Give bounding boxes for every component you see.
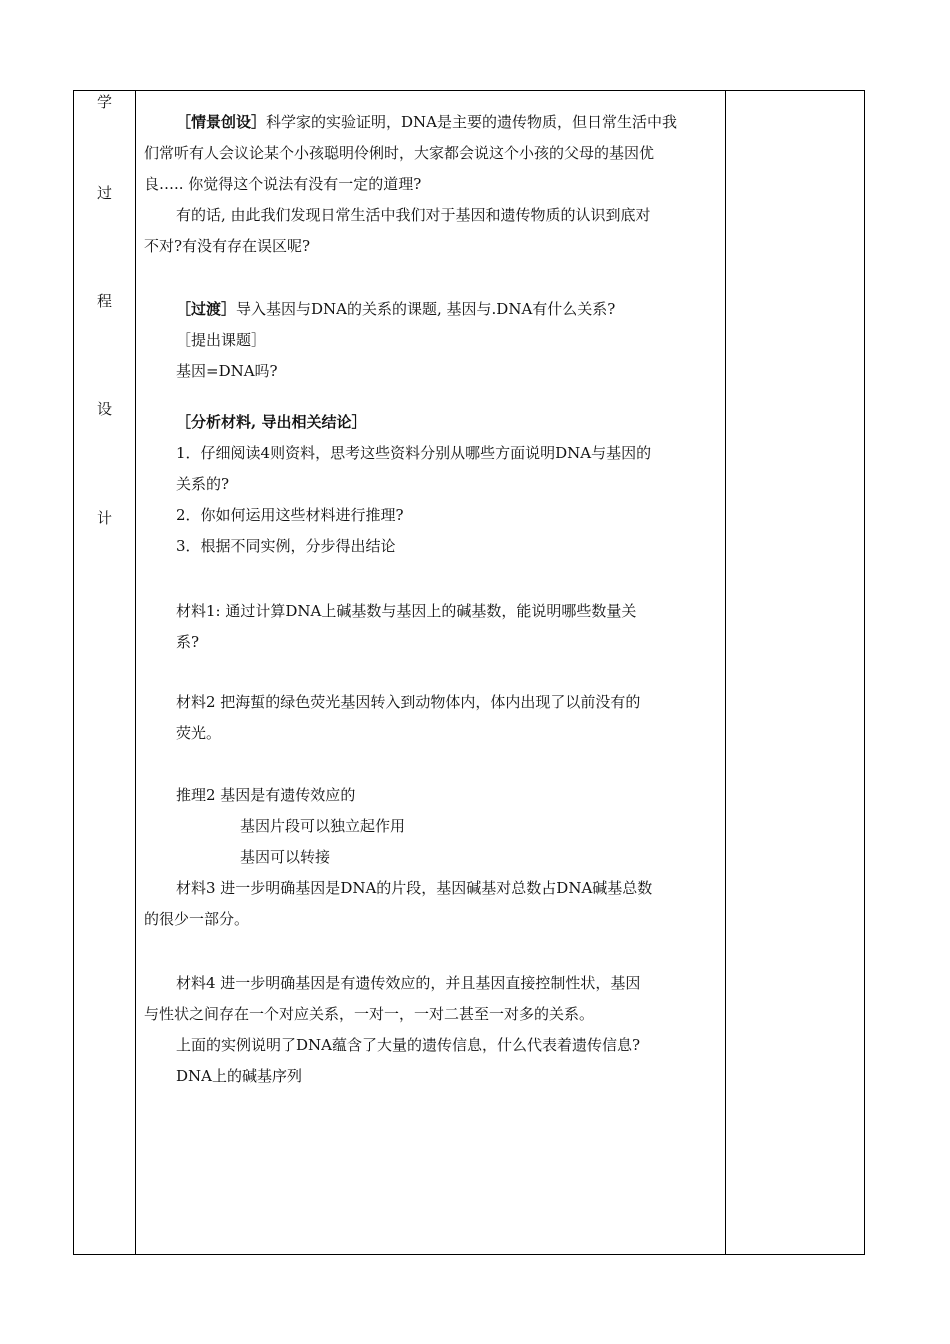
section-tag: ［分析材料, 导出相关结论］ <box>176 413 367 431</box>
paragraph-line: 材料4 进一步明确基因是有遗传效应的，并且基因直接控制性状，基因 <box>176 974 641 992</box>
paragraph-line: 3．根据不同实例，分步得出结论 <box>176 537 396 555</box>
paragraph-line: DNA上的碱基序列 <box>176 1067 302 1085</box>
paragraph-line: 上面的实例说明了DNA蕴含了大量的遗传信息，什么代表着遗传信息? <box>176 1036 641 1054</box>
side-label-char: 过 <box>96 184 112 202</box>
material-1 <box>144 596 724 658</box>
paragraph-line: 关系的? <box>176 475 230 493</box>
material-2 <box>144 687 724 749</box>
paragraph-line: 基因=DNA吗? <box>176 362 278 380</box>
paragraph-line: 基因片段可以独立起作用 <box>240 817 406 835</box>
side-label-char: 程 <box>96 292 112 310</box>
analysis-section <box>144 407 724 562</box>
paragraph-line: 1．仔细阅读4则资料，思考这些资料分别从哪些方面说明DNA与基因的 <box>176 444 652 462</box>
lesson-table <box>73 90 865 1255</box>
paragraph-line: 有的话, 由此我们发现日常生活中我们对于基因和遗传物质的认识到底对 <box>176 206 651 224</box>
paragraph-line: 与性状之间存在一个对应关系，一对一，一对二甚至一对多的关系。 <box>144 1005 595 1023</box>
side-label-char: 设 <box>96 400 112 418</box>
section-tag: ［过渡］ <box>176 300 237 318</box>
side-label-char: 学 <box>96 93 112 111</box>
paragraph-line: 系? <box>176 633 200 651</box>
side-label-char: 计 <box>96 509 112 527</box>
paragraph-line: 荧光。 <box>176 724 222 742</box>
paragraph-line: 2．你如何运用这些材料进行推理? <box>176 506 404 524</box>
reasoning-2 <box>144 780 724 935</box>
paragraph-line: 材料3 进一步明确基因是DNA的片段，基因碱基对总数占DNA碱基总数 <box>176 879 653 897</box>
paragraph-line: 基因可以转接 <box>240 848 331 866</box>
paragraph-line: 良….. 你觉得这个说法有没有一定的道理? <box>144 175 422 193</box>
column-divider-left <box>135 91 136 1254</box>
paragraph-line: ［情景创设］科学家的实验证明，DNA是主要的遗传物质，但日常生活中我 <box>176 113 678 131</box>
paragraph-line: 们常听有人会议论某个小孩聪明伶俐时，大家都会说这个小孩的父母的基因优 <box>144 144 655 162</box>
paragraph-line: ［过渡］导入基因与DNA的关系的课题, 基因与.DNA有什么关系? <box>176 300 616 318</box>
transition-section <box>144 294 724 387</box>
paragraph-line: 材料2 把海蜇的绿色荧光基因转入到动物体内，体内出现了以前没有的 <box>176 693 641 711</box>
paragraph-line: 材料1: 通过计算DNA上碱基数与基因上的碱基数，能说明哪些数量关 <box>176 602 637 620</box>
material-4 <box>144 968 724 1092</box>
paragraph-line: 的很少一部分。 <box>144 910 250 928</box>
scenario-section <box>144 107 724 262</box>
column-divider-right <box>725 91 726 1254</box>
paragraph-line: 不对?有没有存在误区呢? <box>144 237 311 255</box>
section-tag: ［情景创设］ <box>176 113 267 131</box>
paragraph-line: ［提出课题］ <box>176 331 267 349</box>
paragraph-line: 推理2 基因是有遗传效应的 <box>176 786 356 804</box>
